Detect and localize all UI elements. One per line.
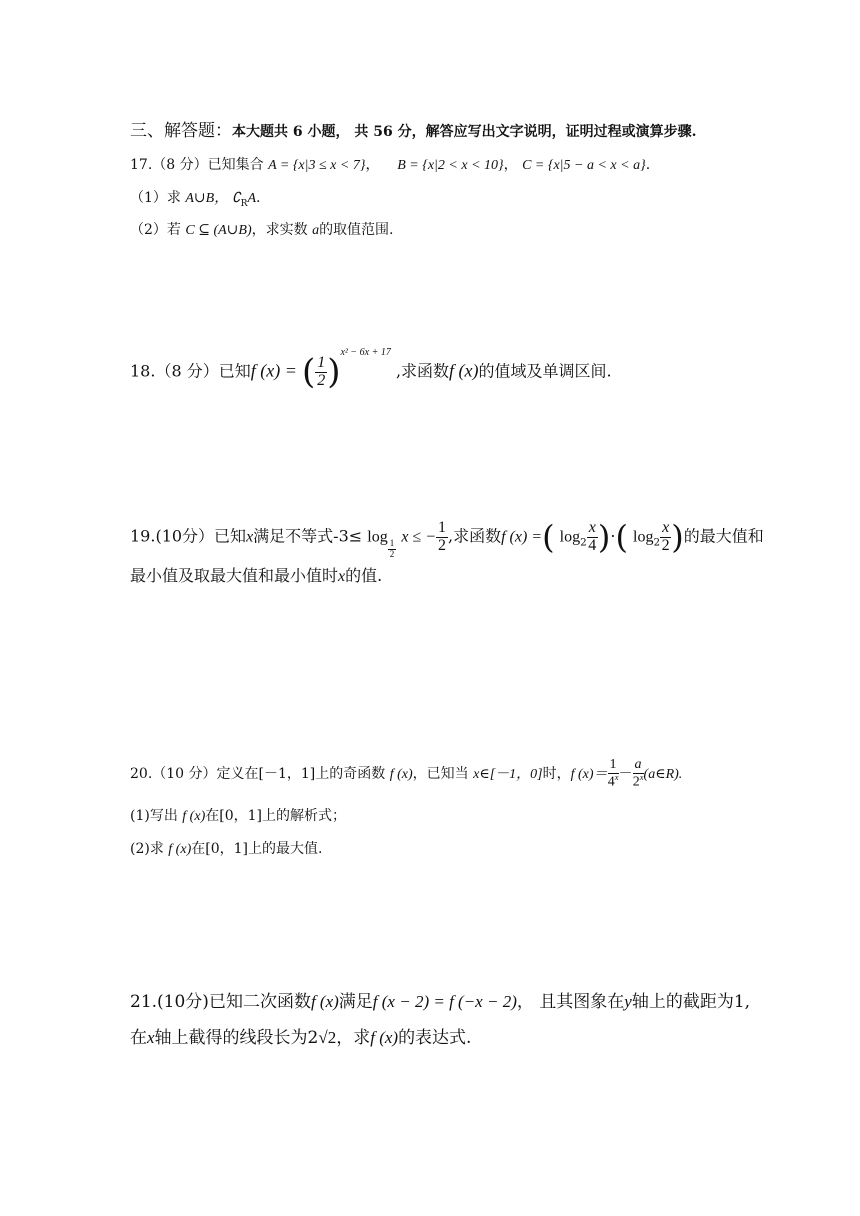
q21-line2-a: 在 [130,1028,147,1048]
q20-minus: － [618,766,633,783]
q21-line2-d: 的表达式. [398,1028,472,1048]
q20-t2-den: 2 [632,774,640,790]
q21-line2-b: 轴上截得的线段长为2 [154,1028,319,1048]
q19-log-half-den: 2 [389,548,395,559]
q17-part2-var: a [312,223,320,238]
q19-log-half: log [367,528,388,546]
section-heading-note: 本大题共 6 小题， 共 56 分，解答应写出文字说明，证明过程或演算步骤. [232,124,697,140]
q20-cond: x∈[－1，0] [473,767,543,783]
q19-f2-num: x [662,518,670,536]
q19-dot: · [610,526,616,546]
q19-f2-den: 2 [661,536,670,554]
q19-label: 19.(10分）已知 [130,526,247,546]
q17-part2-prefix: （2）若 [130,222,181,238]
q20-part2-tail: 在[0，1]上的最大值. [191,841,323,857]
q18-mid: ,求函数 [395,361,450,381]
q18-frac-den: 2 [317,371,326,389]
q18-fx: f (x) = [250,360,297,381]
q17-set-a: A = {x|3 ≤ x < 7} [268,158,366,173]
q19-line2-b: 的值. [345,566,383,585]
q17-part1-sub: R [240,198,248,209]
q17-part2 [130,219,394,239]
q17-part1-prefix: （1）求 [130,190,181,206]
q19-line1: 19.(10分）已知x满足不等式-3≤ log $\frac{1}{2}$ x ≤ − $\frac{1}{2}$ ,求函数f (x) =( $\log_2$ $\frac{x}{4}$ )·( $\log_2$ $\frac{x}{2}$ )的最大值和 [130,518,764,559]
q19-cond2: x ≤ − [401,528,436,546]
q20-t1-den: 4 [607,774,615,790]
q21-line2-fx: f (x) [370,1028,399,1047]
q19-line2-x: x [338,568,346,585]
q21-label-num: 21. [130,992,158,1012]
q21-eq: f (x − 2) = f (−x − 2) [372,992,517,1011]
q20-mid2: 时， [542,766,571,783]
q17-set-c: C = {x|5 − a < x < a} [522,158,646,173]
q20-part2-prefix: (2)求 [130,841,164,857]
q20-part1 [130,805,346,825]
q18-tail: 的值域及单调区间. [478,361,612,381]
q17-line1: 17.（8 分）已知集合 A = {x|3 ≤ x < 7}， B = {x|2 < x < 10}， C = {x|5 − a < x < a}. [130,157,651,173]
q19-f1-den: 4 [588,536,597,554]
q18-label: 18.（8 分）已知 [130,361,251,381]
q20-fx: f (x) [389,767,413,783]
q19-x: x [246,528,254,546]
q21-line1 [130,987,750,1012]
q19-tail1: 的最大值和 [683,526,764,546]
q19-line2 [130,563,382,586]
q18-frac-num: 1 [317,353,326,371]
q17-part2-mid: ，求实数 [251,222,308,238]
q19-log2-a-base: 2 [580,536,587,549]
q21-d: 轴上的截距为1, [631,992,751,1012]
q20-part1-fx: f (x) [182,809,206,824]
q19-log2-b: log [633,528,654,546]
q20-t2-num: a [634,757,642,772]
q17-part2-tail: 的取值范围. [319,222,394,238]
q19-cond1: 满足不等式-3≤ [253,526,363,546]
q20-label: 20.（10 分）定义在[－1，1]上的奇函数 [130,766,386,783]
q17-part2-math: C ⊆ (A∪B) [185,223,252,238]
q20-part1-tail: 在[0，1]上的解析式； [205,808,346,824]
q19-log2-a: log [559,528,581,546]
q20-t1-exp: x [614,772,619,782]
q21-y: y [624,992,632,1011]
q19-cond-den: 2 [438,536,446,554]
q19-cond-num: 1 [438,518,446,536]
q18-fx2: f (x) [449,360,479,381]
q19-mid: ,求函数 [448,526,502,546]
q20-part1-prefix: (1)写出 [130,808,178,824]
section-heading-line [130,116,696,141]
q21-line2 [130,1023,471,1048]
q21-sqrt: √2 [318,1028,337,1047]
q21-c: ， 且其图象在 [516,992,625,1012]
section-heading: 三、解答题： [130,121,232,141]
q17-part1-tail: A [247,191,257,206]
q17-part1-math: A∪B， ∁ [185,191,241,206]
q18-line: 18.（8 分）已知f (x) = ( $\frac{1}{2}$ )$^{x^2 - 6x + 17}$ ,求函数f (x)的值域及单调区间. [130,346,612,392]
q18-exponent: x² − 6x + 17 [340,346,391,358]
q19-line2-a: 最小值及取最大值和最小值时 [130,566,339,585]
q20-part2 [130,838,322,858]
q19-fx: f (x) = [501,528,543,546]
q21-label-pts: (10分) [157,992,209,1012]
q19-f1-num: x [588,518,596,536]
q20-fx2: f (x)＝ [570,767,608,783]
q21-fx: f (x) [310,992,339,1011]
q20-t2-exp: x [639,772,644,782]
q17-label: 17.（8 分）已知集合 [130,157,264,173]
q21-line2-x: x [147,1028,155,1047]
q20-t1-num: 1 [609,757,617,772]
q21-line2-c: ，求 [336,1028,371,1048]
q20-param: (a∈R). [643,767,683,783]
q20-line1 [130,758,682,790]
q19-log2-b-base: 2 [653,536,661,549]
q19-log-half-num: 1 [389,538,395,549]
q20-mid: ，已知当 [412,766,469,783]
q20-part2-fx: f (x) [168,842,192,857]
q21-a: 已知二次函数 [208,992,311,1012]
q17-set-b: B = {x|2 < x < 10} [397,158,504,173]
q17-part1: （1）求 A∪B， $∁_RA$. [130,190,261,209]
q21-b: 满足 [338,992,373,1012]
